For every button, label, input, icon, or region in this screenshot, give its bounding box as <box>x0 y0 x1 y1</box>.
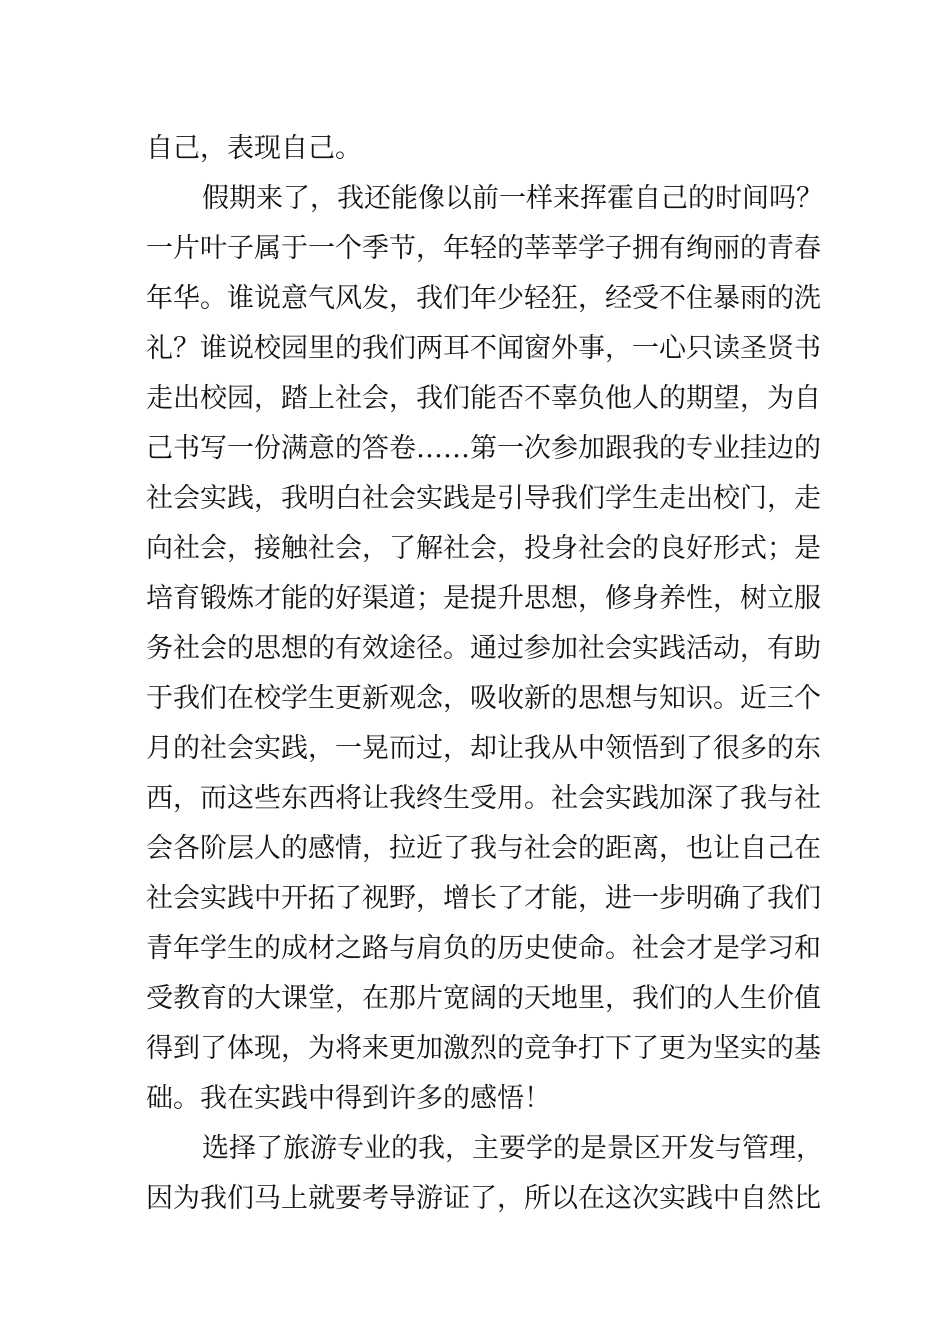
paragraph-first-line: 选择了旅游专业的我，主要学的是景区开发与管理， <box>202 1133 823 1164</box>
text-line: 础。我在实践中得到许多的感悟！ <box>146 1083 551 1114</box>
text-line: 走出校园，踏上社会，我们能否不辜负他人的期望，为自 <box>146 383 821 414</box>
text-line: 受教育的大课堂，在那片宽阔的天地里，我们的人生价值 <box>146 983 821 1014</box>
text-line: 因为我们马上就要考导游证了，所以在这次实践中自然比 <box>146 1183 821 1214</box>
text-line: 月的社会实践，一晃而过，却让我从中领悟到了很多的东 <box>146 733 821 764</box>
text-line: 于我们在校学生更新观念，吸收新的思想与知识。近三个 <box>146 683 821 714</box>
text-line: 务社会的思想的有效途径。通过参加社会实践活动，有助 <box>146 633 821 664</box>
text-line: 社会实践中开拓了视野，增长了才能，进一步明确了我们 <box>146 883 821 914</box>
text-line: 一片叶子属于一个季节，年轻的莘莘学子拥有绚丽的青春 <box>146 233 821 264</box>
text-line: 礼？谁说校园里的我们两耳不闻窗外事，一心只读圣贤书 <box>146 333 821 364</box>
text-line: 年华。谁说意气风发，我们年少轻狂，经受不住暴雨的洗 <box>146 283 821 314</box>
text-line: 向社会，接触社会，了解社会，投身社会的良好形式；是 <box>146 533 821 564</box>
text-line: 社会实践，我明白社会实践是引导我们学生走出校门，走 <box>146 483 821 514</box>
text-line: 自己，表现自己。 <box>146 133 362 164</box>
paragraph-first-line: 假期来了，我还能像以前一样来挥霍自己的时间吗？ <box>202 183 823 214</box>
text-line: 西，而这些东西将让我终生受用。社会实践加深了我与社 <box>146 783 821 814</box>
text-line: 己书写一份满意的答卷……第一次参加跟我的专业挂边的 <box>146 433 821 464</box>
text-line: 培育锻炼才能的好渠道；是提升思想，修身养性，树立服 <box>146 583 821 614</box>
text-line: 会各阶层人的感情，拉近了我与社会的距离，也让自己在 <box>146 833 821 864</box>
body-text <box>146 124 823 1224</box>
text-line: 得到了体现，为将来更加激烈的竞争打下了更为坚实的基 <box>146 1033 821 1064</box>
text-line: 青年学生的成材之路与肩负的历史使命。社会才是学习和 <box>146 933 821 964</box>
